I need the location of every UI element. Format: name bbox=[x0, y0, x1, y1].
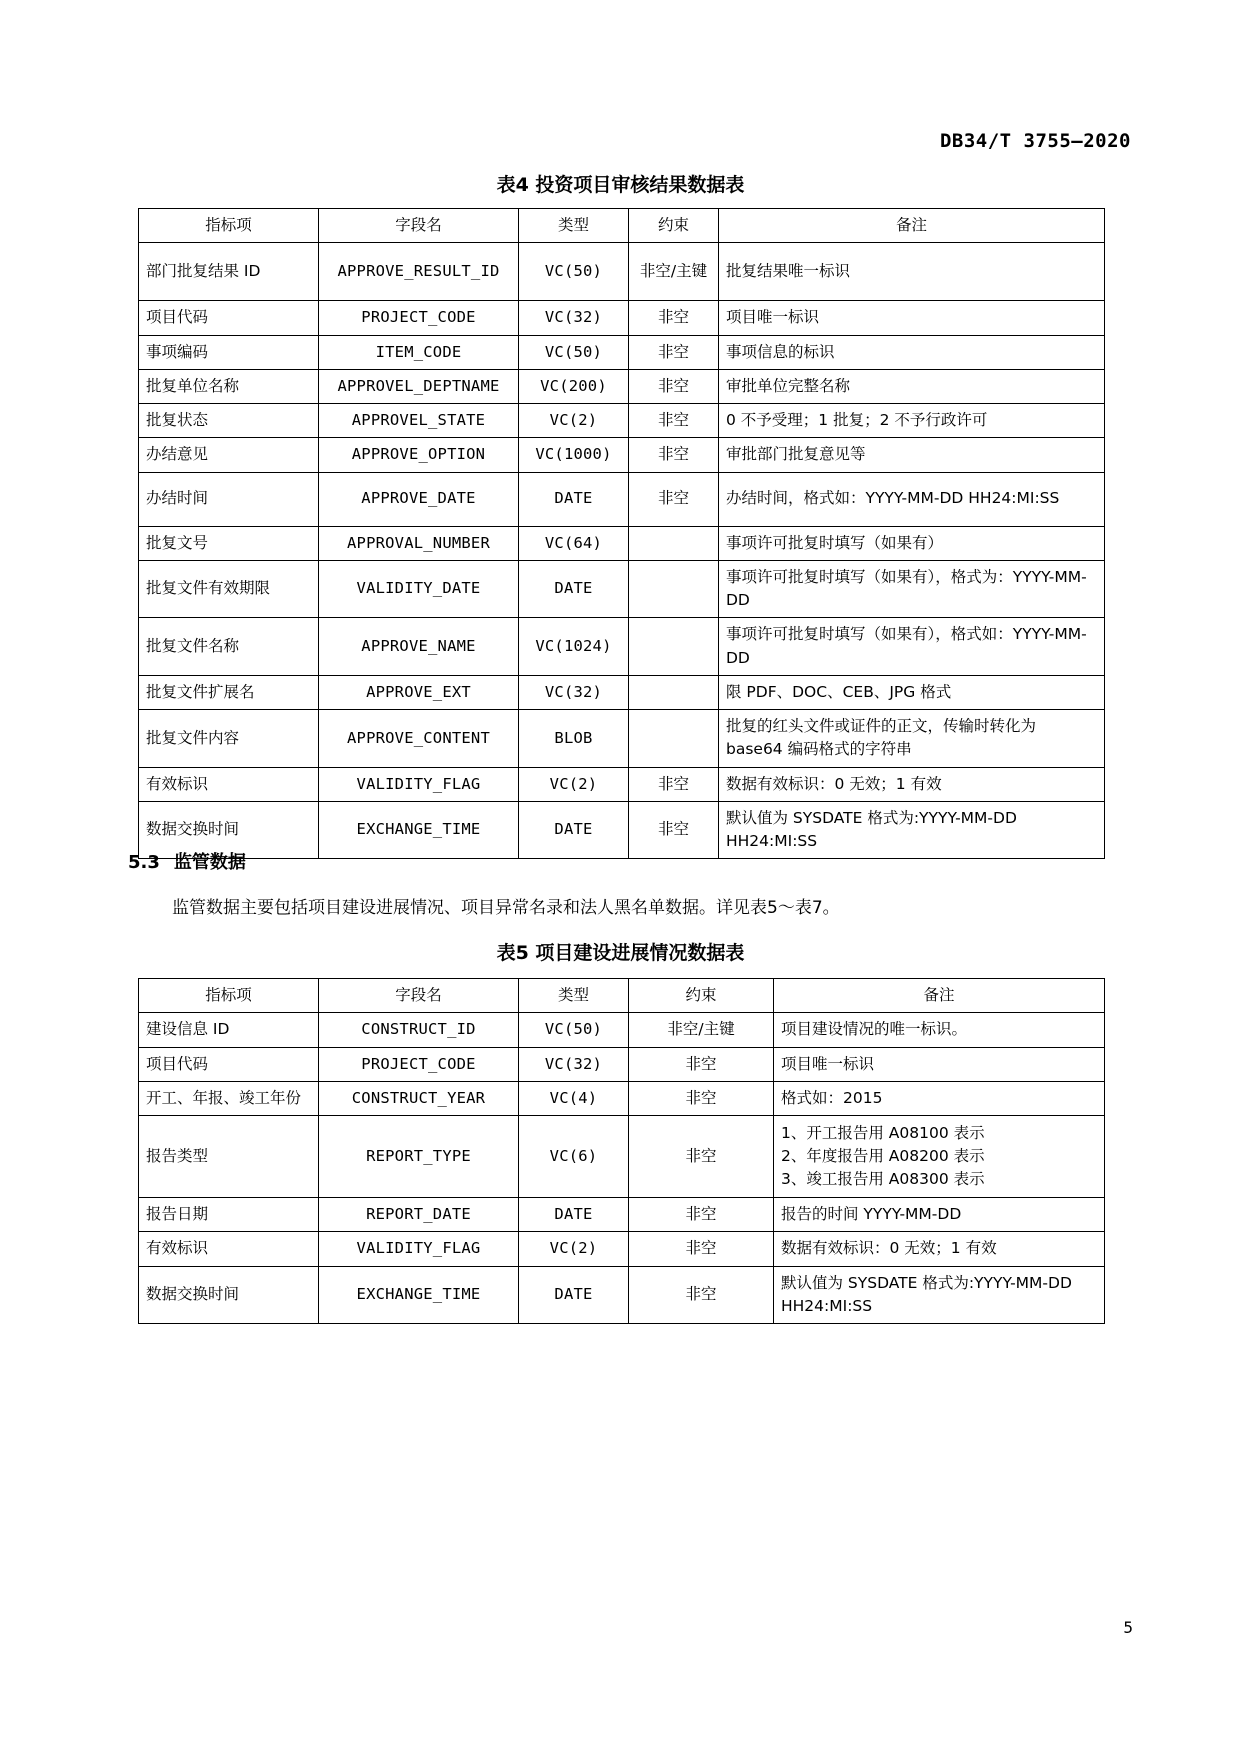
cell-remark: 1、开工报告用 A08100 表示 2、年度报告用 A08200 表示 3、竣工报告用 A08300 表示 bbox=[774, 1116, 1105, 1198]
table-row bbox=[139, 404, 1105, 438]
table-row bbox=[139, 1232, 1105, 1266]
cell-indicator: 报告日期 bbox=[139, 1198, 319, 1232]
cell-remark: 审批部门批复意见等 bbox=[719, 438, 1105, 472]
cell-constraint: 非空 bbox=[629, 801, 719, 859]
cell-constraint: 非空 bbox=[629, 1266, 774, 1324]
cell-field-name: APPROVE_RESULT_ID bbox=[319, 243, 519, 301]
cell-type: VC(6) bbox=[519, 1116, 629, 1198]
cell-field-name: EXCHANGE_TIME bbox=[319, 1266, 519, 1324]
table-investment-approval-result bbox=[138, 208, 1105, 859]
cell-indicator: 数据交换时间 bbox=[139, 801, 319, 859]
cell-type: VC(64) bbox=[519, 526, 629, 560]
cell-field-name: ITEM_CODE bbox=[319, 335, 519, 369]
column-header: 约束 bbox=[629, 979, 774, 1013]
cell-remark: 项目唯一标识 bbox=[774, 1047, 1105, 1081]
cell-constraint: 非空 bbox=[629, 767, 719, 801]
cell-field-name: APPROVEL_STATE bbox=[319, 404, 519, 438]
cell-field-name: APPROVE_CONTENT bbox=[319, 710, 519, 768]
column-header: 指标项 bbox=[139, 209, 319, 243]
cell-constraint: 非空 bbox=[629, 335, 719, 369]
cell-field-name: REPORT_DATE bbox=[319, 1198, 519, 1232]
cell-constraint: 非空 bbox=[629, 404, 719, 438]
cell-remark: 项目唯一标识 bbox=[719, 301, 1105, 335]
cell-type: DATE bbox=[519, 801, 629, 859]
cell-remark: 事项许可批复时填写（如果有），格式为：YYYY-MM-DD bbox=[719, 560, 1105, 618]
cell-field-name: APPROVE_NAME bbox=[319, 618, 519, 676]
table4-caption-wrap bbox=[0, 170, 1241, 197]
cell-indicator: 批复单位名称 bbox=[139, 369, 319, 403]
cell-type: VC(1000) bbox=[519, 438, 629, 472]
table-row bbox=[139, 710, 1105, 768]
table-row bbox=[139, 472, 1105, 526]
cell-remark: 0 不予受理；1 批复；2 不予行政许可 bbox=[719, 404, 1105, 438]
cell-constraint: 非空 bbox=[629, 1081, 774, 1115]
cell-type: VC(2) bbox=[519, 1232, 629, 1266]
cell-indicator: 建设信息 ID bbox=[139, 1013, 319, 1047]
cell-indicator: 批复状态 bbox=[139, 404, 319, 438]
table-row bbox=[139, 369, 1105, 403]
cell-type: DATE bbox=[519, 472, 629, 526]
cell-remark: 事项信息的标识 bbox=[719, 335, 1105, 369]
table-header-row bbox=[139, 209, 1105, 243]
section-title: 监管数据 bbox=[173, 852, 246, 873]
cell-indicator: 开工、年报、竣工年份 bbox=[139, 1081, 319, 1115]
table-row bbox=[139, 675, 1105, 709]
cell-constraint: 非空/主键 bbox=[629, 1013, 774, 1047]
cell-type: VC(50) bbox=[519, 243, 629, 301]
table-row bbox=[139, 1013, 1105, 1047]
cell-indicator: 数据交换时间 bbox=[139, 1266, 319, 1324]
cell-remark: 办结时间，格式如：YYYY-MM-DD HH24:MI:SS bbox=[719, 472, 1105, 526]
cell-type: DATE bbox=[519, 1198, 629, 1232]
table4-caption: 表4 投资项目审核结果数据表 bbox=[496, 174, 745, 196]
cell-indicator: 有效标识 bbox=[139, 767, 319, 801]
cell-constraint: 非空 bbox=[629, 301, 719, 335]
table-row bbox=[139, 438, 1105, 472]
cell-constraint: 非空 bbox=[629, 438, 719, 472]
cell-constraint: 非空 bbox=[629, 1198, 774, 1232]
cell-remark: 限 PDF、DOC、CEB、JPG 格式 bbox=[719, 675, 1105, 709]
cell-type: VC(32) bbox=[519, 301, 629, 335]
cell-remark: 批复的红头文件或证件的正文，传输时转化为 base64 编码格式的字符串 bbox=[719, 710, 1105, 768]
cell-indicator: 报告类型 bbox=[139, 1116, 319, 1198]
cell-field-name: APPROVE_EXT bbox=[319, 675, 519, 709]
cell-field-name: VALIDITY_DATE bbox=[319, 560, 519, 618]
cell-remark: 报告的时间 YYYY-MM-DD bbox=[774, 1198, 1105, 1232]
table-row bbox=[139, 767, 1105, 801]
cell-field-name: APPROVE_OPTION bbox=[319, 438, 519, 472]
table-row bbox=[139, 1047, 1105, 1081]
column-header: 约束 bbox=[629, 209, 719, 243]
section-paragraph: 监管数据主要包括项目建设进展情况、项目异常名录和法人黑名单数据。详见表5～表7。 bbox=[172, 898, 840, 918]
cell-type: VC(50) bbox=[519, 1013, 629, 1047]
cell-field-name: CONSTRUCT_ID bbox=[319, 1013, 519, 1047]
cell-indicator: 事项编码 bbox=[139, 335, 319, 369]
cell-type: VC(50) bbox=[519, 335, 629, 369]
cell-remark: 事项许可批复时填写（如果有），格式如：YYYY-MM-DD bbox=[719, 618, 1105, 676]
column-header: 指标项 bbox=[139, 979, 319, 1013]
table-header-row bbox=[139, 979, 1105, 1013]
table-row bbox=[139, 1266, 1105, 1324]
cell-field-name: EXCHANGE_TIME bbox=[319, 801, 519, 859]
cell-type: VC(32) bbox=[519, 675, 629, 709]
table5-caption: 表5 项目建设进展情况数据表 bbox=[496, 942, 745, 964]
table-row bbox=[139, 301, 1105, 335]
cell-type: BLOB bbox=[519, 710, 629, 768]
column-header: 类型 bbox=[519, 209, 629, 243]
table-row bbox=[139, 1116, 1105, 1198]
page-number: 5 bbox=[1123, 1618, 1133, 1637]
cell-remark: 格式如：2015 bbox=[774, 1081, 1105, 1115]
cell-indicator: 批复文件有效期限 bbox=[139, 560, 319, 618]
table-row bbox=[139, 1198, 1105, 1232]
section-heading-5-3 bbox=[128, 848, 246, 874]
cell-type: DATE bbox=[519, 1266, 629, 1324]
cell-indicator: 批复文件内容 bbox=[139, 710, 319, 768]
column-header: 类型 bbox=[519, 979, 629, 1013]
cell-field-name: APPROVEL_DEPTNAME bbox=[319, 369, 519, 403]
cell-remark: 事项许可批复时填写（如果有） bbox=[719, 526, 1105, 560]
cell-field-name: VALIDITY_FLAG bbox=[319, 1232, 519, 1266]
table-row bbox=[139, 560, 1105, 618]
cell-remark: 默认值为 SYSDATE 格式为:YYYY-MM-DD HH24:MI:SS bbox=[719, 801, 1105, 859]
cell-constraint: 非空 bbox=[629, 369, 719, 403]
cell-indicator: 项目代码 bbox=[139, 301, 319, 335]
table-row bbox=[139, 1081, 1105, 1115]
cell-remark: 批复结果唯一标识 bbox=[719, 243, 1105, 301]
cell-field-name: VALIDITY_FLAG bbox=[319, 767, 519, 801]
cell-remark: 数据有效标识：0 无效；1 有效 bbox=[719, 767, 1105, 801]
cell-constraint: 非空 bbox=[629, 472, 719, 526]
cell-field-name: APPROVE_DATE bbox=[319, 472, 519, 526]
cell-type: VC(1024) bbox=[519, 618, 629, 676]
cell-type: VC(32) bbox=[519, 1047, 629, 1081]
cell-indicator: 项目代码 bbox=[139, 1047, 319, 1081]
column-header: 备注 bbox=[774, 979, 1105, 1013]
cell-indicator: 有效标识 bbox=[139, 1232, 319, 1266]
cell-indicator: 批复文件名称 bbox=[139, 618, 319, 676]
cell-remark: 项目建设情况的唯一标识。 bbox=[774, 1013, 1105, 1047]
cell-indicator: 批复文号 bbox=[139, 526, 319, 560]
table-row bbox=[139, 335, 1105, 369]
cell-type: VC(200) bbox=[519, 369, 629, 403]
cell-remark: 数据有效标识：0 无效；1 有效 bbox=[774, 1232, 1105, 1266]
table-row bbox=[139, 526, 1105, 560]
table-row bbox=[139, 243, 1105, 301]
cell-indicator: 办结意见 bbox=[139, 438, 319, 472]
column-header: 字段名 bbox=[319, 209, 519, 243]
cell-type: DATE bbox=[519, 560, 629, 618]
cell-constraint bbox=[629, 675, 719, 709]
cell-indicator: 批复文件扩展名 bbox=[139, 675, 319, 709]
cell-type: VC(2) bbox=[519, 767, 629, 801]
cell-constraint bbox=[629, 618, 719, 676]
cell-field-name: PROJECT_CODE bbox=[319, 1047, 519, 1081]
table5-caption-wrap bbox=[0, 938, 1241, 965]
cell-constraint bbox=[629, 526, 719, 560]
cell-remark: 默认值为 SYSDATE 格式为:YYYY-MM-DD HH24:MI:SS bbox=[774, 1266, 1105, 1324]
cell-constraint: 非空 bbox=[629, 1047, 774, 1081]
cell-field-name: REPORT_TYPE bbox=[319, 1116, 519, 1198]
cell-type: VC(2) bbox=[519, 404, 629, 438]
table-row bbox=[139, 801, 1105, 859]
cell-indicator: 办结时间 bbox=[139, 472, 319, 526]
cell-constraint: 非空 bbox=[629, 1116, 774, 1198]
cell-field-name: CONSTRUCT_YEAR bbox=[319, 1081, 519, 1115]
cell-field-name: APPROVAL_NUMBER bbox=[319, 526, 519, 560]
cell-indicator: 部门批复结果 ID bbox=[139, 243, 319, 301]
cell-constraint: 非空/主键 bbox=[629, 243, 719, 301]
section-number: 5.3 bbox=[128, 852, 160, 873]
cell-constraint bbox=[629, 560, 719, 618]
cell-remark: 审批单位完整名称 bbox=[719, 369, 1105, 403]
cell-field-name: PROJECT_CODE bbox=[319, 301, 519, 335]
cell-constraint bbox=[629, 710, 719, 768]
table-construction-progress bbox=[138, 978, 1105, 1324]
table-row bbox=[139, 618, 1105, 676]
column-header: 字段名 bbox=[319, 979, 519, 1013]
cell-constraint: 非空 bbox=[629, 1232, 774, 1266]
cell-type: VC(4) bbox=[519, 1081, 629, 1115]
document-header-code: DB34/T 3755—2020 bbox=[939, 130, 1131, 152]
column-header: 备注 bbox=[719, 209, 1105, 243]
